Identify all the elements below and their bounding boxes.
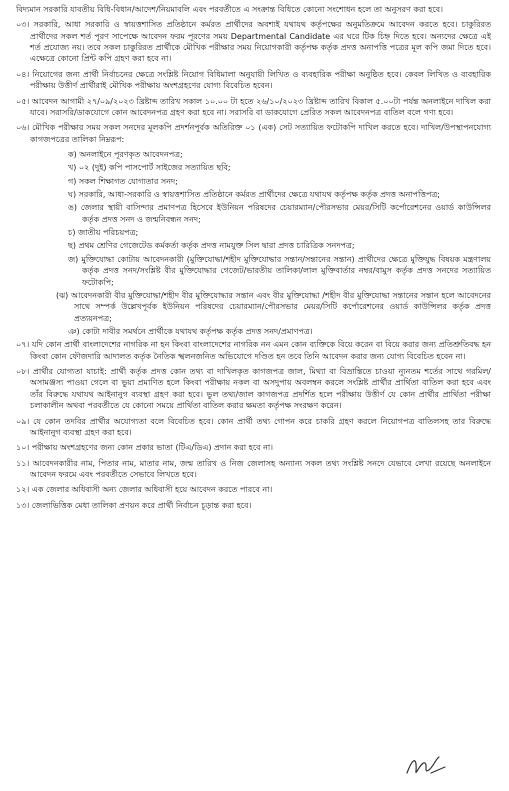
document-item-uma: ঙ) জেলার স্থায়ী বাসিন্দার প্রমাণপত্র হিসেবে ইউনিয়ন পরিষদের চেয়ারম্যান/পৌরসভার মেয়র/সিটি কর্পোরেশনের ওয়ার্ড কাউন্সিলর কর্তৃক প্রদত্ত সনদ ও জন্মনিবন্ধন সনদ; (68, 203, 491, 224)
handwritten-signature (405, 753, 447, 779)
document-item-ja: জ) মুক্তিযোদ্ধা কোটায় আবেদনকারী (মুক্তিযোদ্ধা/শহীদ মুক্তিযোদ্ধার সন্তান/সন্তানের সন্তান) প্রার্থীদের ক্ষেত্রে মুক্তিযুদ্ধ বিষয়ক মন্ত্রণালয় কর্তৃক প্রদত্ত সনদ/সংশ্লিষ্ট বীর মুক্তিযোদ্ধার গেজেট/ভারতীয় তালিকা/লাল মুক্তিবার্তার নম্বর/বামুস কর্তৃক প্রদত্ত সনদের সত্যায়িত ফটোকপি; (68, 254, 491, 287)
clause-03-employed-candidates: ০৩। সরকারি, আধা সরকারি ও স্বায়ত্তশাসিত প্রতিষ্ঠানে কর্মরত প্রার্থীদের অবশ্যই যথাযথ কর্তৃপক্ষের অনুমতিক্রমে আবেদন করতে হবে। চাকুরিরত প্রার্থীদের সকল শর্ত পূরণ সাপেক্ষে আবেদন ফরম পূরণের সময় Departmental Candidate এর ঘরে টিক চিহ্ন দিতে হবে। অন্যদের ক্ষেত্রে এই শর্ত প্রযোজ্য নয়। তবে সকল চাকুরিরত প্রার্থীকে মৌখিক পরীক্ষার সময় নিয়োগকারী কর্তৃপক্ষ কর্তৃক প্রদত্ত অনাপত্তি পত্রের মূল কপি জমা দিতে হবে। এক্ষেত্রে কোনো প্রিন্ট কপি গ্রহণ করা হবে না। (16, 20, 491, 64)
paragraph-rules-compliance: বিদ্যমান সরকারি যাবতীয় বিধি-বিধান/আদেশ/নিয়মাবলি এবং পরবর্তীতে এ সংক্রান্ত বিধিতে কোনো সংশোধন হলে তা অনুসরণ করা হবে। (16, 5, 444, 14)
clause-08-eligibility-verification: ০৮। প্রার্থীর যোগ্যতা যাচাই: প্রার্থী কর্তৃক প্রদত্ত কোন তথ্য বা দাখিলকৃত কাগজপত্র জাল, মিথ্যা বা বিভ্রান্তিতে চাওয়া ন্যূনতম শর্তের সাথে গরমিল/অসামঞ্জস্য পাওয়া গেলে বা ভুয়া প্রমাণিত হলে কিংবা পরীক্ষায় নকল বা অসদুপায় অবলম্বন করলে সংশ্লিষ্ট প্রার্থীর প্রার্থিতা বাতিল করা হবে এবং তাঁর বিরুদ্ধে যথাযথ আইনানুগ ব্যবস্থা গ্রহণ করা হবে। ভুল তথ্য/জাল কাগজপত্র প্রদর্শিত হলে পরীক্ষায় উত্তীর্ণ যে কোন প্রার্থীর প্রার্থিতা পরীক্ষা চলাকালীন অথবা পরবর্তীতে যে কোনো সময়ে প্রার্থিতা বাতিল করার ক্ষমতা কর্তৃপক্ষ সংরক্ষণ করেন। (16, 367, 491, 411)
document-item-chha: ছ) প্রথম শ্রেণির গেজেটেড কর্মকর্তা কর্তৃক প্রদত্ত নামযুক্ত সিল দ্বারা প্রদত্ত চারিত্রিক সনদপত্র; (68, 241, 355, 251)
document-item-cha: চ) জাতীয় পরিচয়পত্র; (68, 228, 139, 238)
document-item-ga: গ) সকল শিক্ষাগত যোগ্যতার সনদ; (68, 176, 178, 186)
document-item-nya: ঞ) কোটা দাবীর সমর্থনে প্রার্থীকে যথাযথ কর্তৃপক্ষ কর্তৃক প্রদত্ত সনদ/প্রমাণপত্র। (68, 326, 313, 336)
clause-10-allowance: ১০। পরীক্ষায় অংশগ্রহণের জন্য কোন প্রকার ভাতা (টিএ/ডিএ) প্রদান করা হবে না। (16, 443, 274, 453)
clause-09-lobbying: ০৯। যে কোন তদবির প্রার্থীর অযোগ্যতা বলে বিবেচিত হবে। কোন প্রার্থী তথ্য গোপন করে চাকরি গ্রহণ করলে নিয়োগপত্র বাতিলসহ তার বিরুদ্ধে আইনানুগ ব্যবস্থা গ্রহণ করা হবে। (16, 416, 491, 437)
clause-11-information-consistency: ১১। আবেদনকারীর নাম, পিতার নাম, মাতার নাম, জন্ম তারিখ ও নিজ জেলাসহ অন্যান্য সকল তথ্য সংশ্লিষ্ট সনদে যেভাবে লেখা রয়েছে অনলাইনে আবেদন ফরমে এবং পরবর্তীতে সেভাবে লিখতে হবে। (16, 458, 491, 479)
clause-05-application-deadline: ০৫। আবেদন আগামী ২৭/০৯/২০২৩ খ্রিষ্টাব্দ তারিখ সকাল ১০.০০ টা হতে ২৬/১০/২০২৩ খ্রিষ্টাব্দ তারিখ বিকাল ৫.০০টা পর্যন্ত অনলাইনে দাখিল করা যাবে। সরাসরি/ডাকযোগে কোন আবেদনপত্র গ্রহণ করা হবে না। সরাসরি বা ডাকযোগে প্রেরিত সকল আবেদনপত্র বাতিল বলে গণ্য হবে। (16, 96, 491, 117)
clause-12-district-resident: ১২। এক জেলার অধিবাসী অন্য জেলার অধিবাসী হয়ে আবেদন করতে পারবে না। (16, 485, 273, 495)
document-item-ka: ক) অনলাইনে পূরণকৃত আবেদনপত্র; (68, 149, 183, 159)
clause-13-merit-list: ১৩। জেলাভিত্তিক মেধা তালিকা প্রণয়ন করে প্রার্থী নির্বাচন চূড়ান্ত করা হবে। (16, 500, 252, 510)
clause-06-documents: ০৬। মৌখিক পরীক্ষার সময় সকল সনদের মূলকপি প্রদর্শনপূর্বক অতিরিক্ত ০১ (এক) সেট সত্যায়িত ফটোকপি দাখিল করতে হবে। দাখিল/উপস্থাপনযোগ্য কাগজপত্রের তালিকা নিম্নরূপ: (16, 123, 491, 144)
clause-07-citizenship: ০৭। যদি কোন প্রার্থী বাংলাদেশের নাগরিক না হন কিংবা বাংলাদেশের নাগরিক নন এমন কোন ব্যক্তিকে বিয়ে করেন বা বিয়ে করার জন্য প্রতিশ্রুতিবদ্ধ হন কিংবা কোন ফৌজদারি আদালত কর্তৃক নৈতিক স্খলনজনিত অভিযোগে দণ্ডিত হন তবে তিনি আবেদন করার জন্য যোগ্য বিবেচিত হবেন না। (16, 340, 491, 361)
document-item-jha: (ঝ) আবেদনকারী বীর মুক্তিযোদ্ধা/শহীদ বীর মুক্তিযোদ্ধার সন্তান এবং বীর মুক্তিযোদ্ধা /শহীদ বীর মুক্তিযোদ্ধা সন্তানের সন্তান হলে আবেদনের সাথে সম্পর্ক উল্লেখপূর্বক ইউনিয়ন পরিষদের চেয়ারম্যান/পৌরসভার মেয়র/সিটি কর্পোরেশনের ওয়ার্ড কাউন্সিলর কর্তৃক প্রদত্ত প্রত্যয়নপত্র; (56, 290, 491, 323)
document-item-kha: খ) ০২ (দুই) কপি পাসপোর্ট সাইজের সত্যায়িত ছবি; (68, 163, 231, 173)
document-item-gha: ঘ) সরকারি, আধা-সরকারি ও স্বায়ত্তশাসিত প্রতিষ্ঠানে কর্মরত প্রার্থীদের ক্ষেত্রে যথাযথ কর্তৃপক্ষ কর্তৃক প্রদত্ত অনাপত্তিপত্র; (68, 190, 441, 200)
clause-04-selection-exams: ০৪। নিয়োগের জন্য প্রার্থী নির্বাচনের ক্ষেত্রে সংশ্লিষ্ট নিয়োগ বিধিমালা অনুযায়ী লিখিত ও ব্যবহারিক পরীক্ষা অনুষ্ঠিত হবে। কেবল লিখিত ও ব্যবহারিক পরীক্ষায় উত্তীর্ণ প্রার্থীরাই মৌখিক পরীক্ষায় অংশগ্রহণের যোগ্য বিবেচিত হবেন। (16, 69, 491, 91)
